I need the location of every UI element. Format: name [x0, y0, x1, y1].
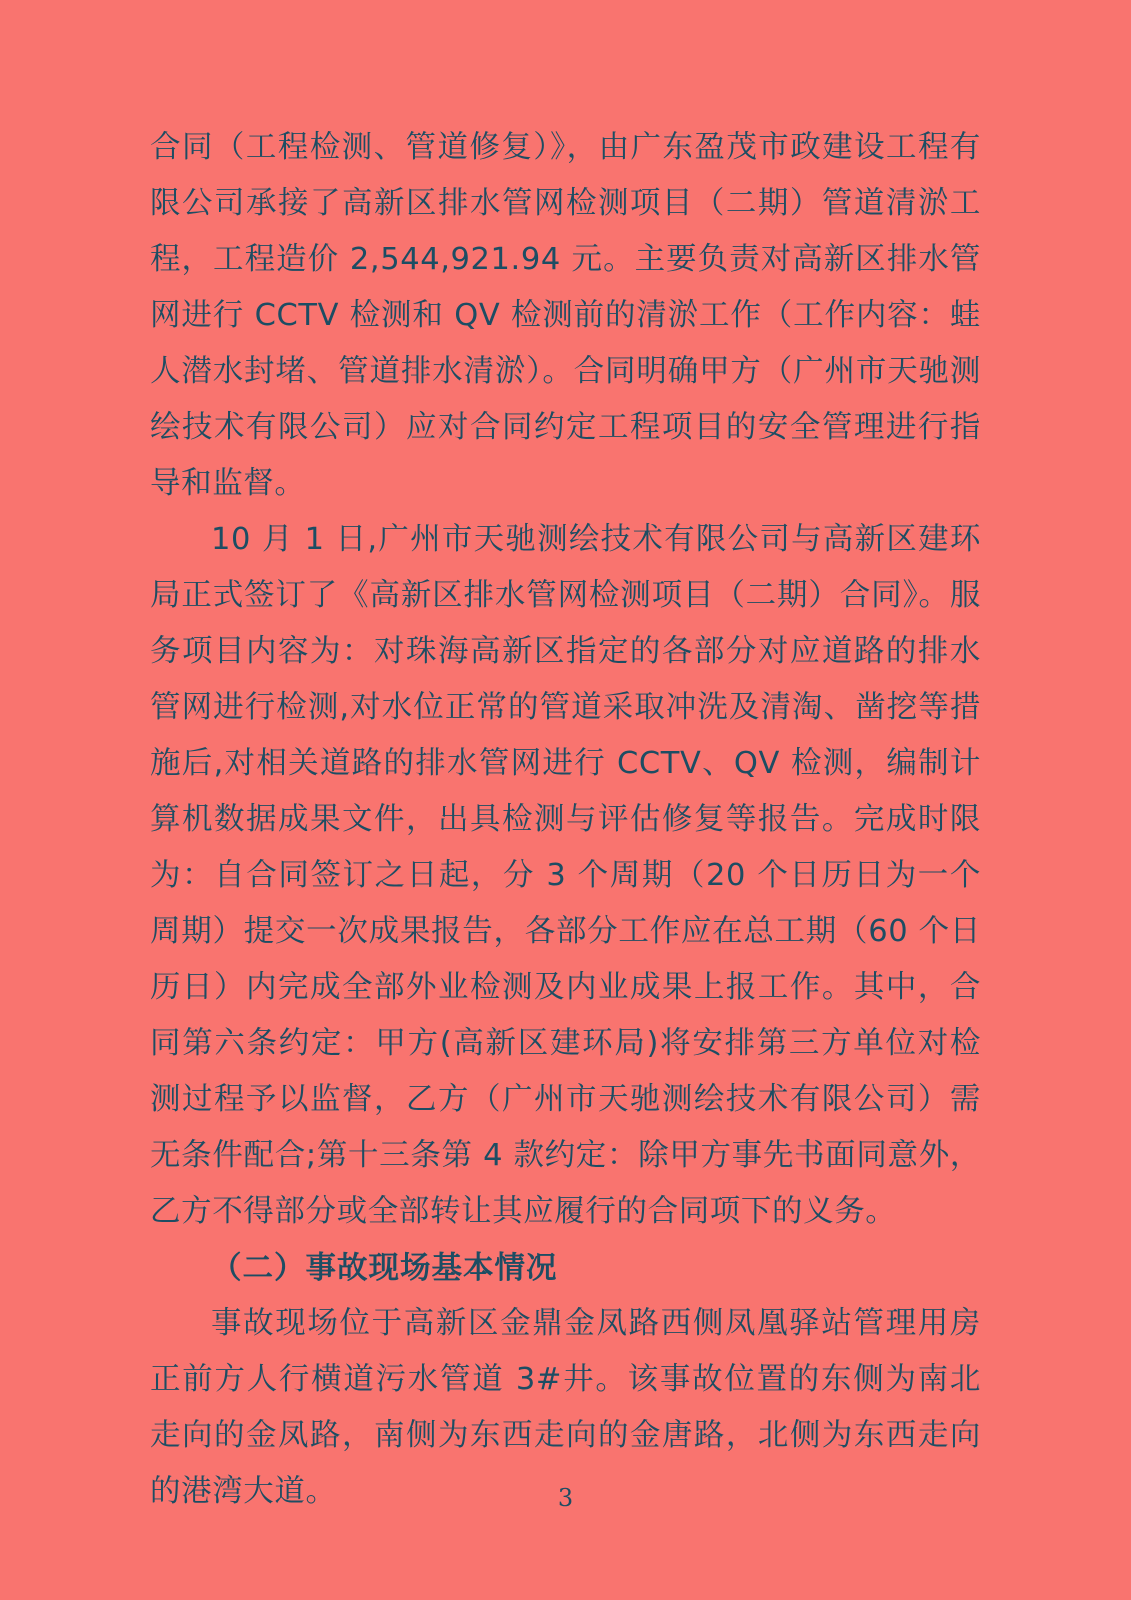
document-body	[150, 120, 981, 1520]
paragraph-contract-dredging: 合同（工程检测、管道修复）》，由广东盈茂市政建设工程有限公司承接了高新区排水管网检测项目（二期）管道清淤工程，工程造价 2,544,921.94 元。主要负责对高新区排水管网进行 CCTV 检测和 QV 检测前的清淤工作（工作内容：蛙人潜水封堵、管道排水清淤）。合同明确甲方（广州市天驰测绘技术有限公司）应对合同约定工程项目的安全管理进行指导和监督。	[150, 130, 981, 501]
paragraph-accident-site: 事故现场位于高新区金鼎金凤路西侧凤凰驿站管理用房正前方人行横道污水管道 3#井。该事故位置的东侧为南北走向的金凤路，南侧为东西走向的金唐路，北侧为东西走向的港湾大道。	[150, 1306, 981, 1509]
page-number: 3	[557, 1484, 574, 1512]
section-heading-accident-site: （二）事故现场基本情况	[211, 1250, 558, 1286]
paragraph-contract-signed: 10 月 1 日,广州市天驰测绘技术有限公司与高新区建环局正式签订了《高新区排水管网检测项目（二期）合同》。服务项目内容为：对珠海高新区指定的各部分对应道路的排水管网进行检测,对水位正常的管道采取冲洗及清淘、凿挖等措施后,对相关道路的排水管网进行 CCTV、QV 检测，编制计算机数据成果文件，出具检测与评估修复等报告。完成时限为：自合同签订之日起，分 3 个周期（20 个日历日为一个周期）提交一次成果报告，各部分工作应在总工期（60 个日历日）内完成全部外业检测及内业成果上报工作。其中，合同第六条约定：甲方(高新区建环局)将安排第三方单位对检测过程予以监督，乙方（广州市天驰测绘技术有限公司）需无条件配合;第十三条第 4 款约定：除甲方事先书面同意外，乙方不得部分或全部转让其应履行的合同项下的义务。	[150, 522, 981, 1229]
